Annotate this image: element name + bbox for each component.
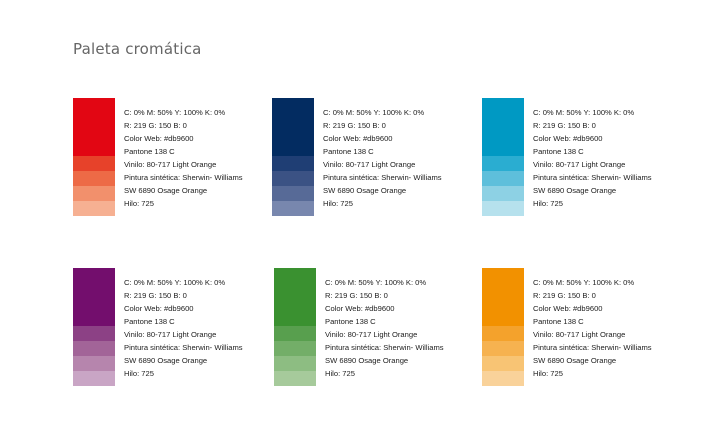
sw-spec: SW 6890 Osage Orange — [533, 356, 617, 365]
tint-block — [482, 356, 524, 371]
sw-spec: SW 6890 Osage Orange — [323, 186, 407, 195]
vinilo-spec: Vinilo: 80-717 Light Orange — [124, 330, 217, 339]
web-color-spec: Color Web: #db9600 — [533, 134, 603, 143]
vinilo-spec: Vinilo: 80-717 Light Orange — [533, 160, 626, 169]
color-card-orange — [482, 268, 702, 398]
sw-spec: SW 6890 Osage Orange — [533, 186, 617, 195]
color-specs — [124, 276, 243, 380]
tint-block — [73, 171, 115, 186]
tint-block — [274, 341, 316, 356]
main-color-block — [482, 98, 524, 156]
main-color-block — [73, 98, 115, 156]
cmyk-spec: C: 0% M: 50% Y: 100% K: 0% — [533, 108, 635, 117]
tint-block — [73, 201, 115, 216]
tint-block — [482, 326, 524, 341]
pintura-spec: Pintura sintética: Sherwin- Williams — [533, 343, 652, 352]
vinilo-spec: Vinilo: 80-717 Light Orange — [533, 330, 626, 339]
color-swatch — [272, 98, 314, 216]
hilo-spec: Hilo: 725 — [124, 199, 154, 208]
hilo-spec: Hilo: 725 — [533, 369, 563, 378]
cmyk-spec: C: 0% M: 50% Y: 100% K: 0% — [323, 108, 425, 117]
tint-block — [272, 171, 314, 186]
pantone-spec: Pantone 138 C — [325, 317, 376, 326]
tint-block — [272, 201, 314, 216]
tint-block — [73, 356, 115, 371]
rgb-spec: R: 219 G: 150 B: 0 — [124, 121, 187, 130]
tint-block — [272, 156, 314, 171]
rgb-spec: R: 219 G: 150 B: 0 — [533, 121, 596, 130]
hilo-spec: Hilo: 725 — [323, 199, 353, 208]
color-specs — [533, 106, 652, 210]
color-card-green — [274, 268, 494, 398]
pintura-spec: Pintura sintética: Sherwin- Williams — [323, 173, 442, 182]
cmyk-spec: C: 0% M: 50% Y: 100% K: 0% — [124, 278, 226, 287]
color-swatch — [482, 268, 524, 386]
pantone-spec: Pantone 138 C — [533, 317, 584, 326]
color-specs — [533, 276, 652, 380]
color-card-purple — [73, 268, 293, 398]
sw-spec: SW 6890 Osage Orange — [124, 186, 208, 195]
hilo-spec: Hilo: 725 — [533, 199, 563, 208]
tint-block — [73, 326, 115, 341]
color-specs — [325, 276, 444, 380]
tint-block — [482, 341, 524, 356]
main-color-block — [272, 98, 314, 156]
web-color-spec: Color Web: #db9600 — [124, 134, 194, 143]
rgb-spec: R: 219 G: 150 B: 0 — [533, 291, 596, 300]
pantone-spec: Pantone 138 C — [533, 147, 584, 156]
color-swatch — [274, 268, 316, 386]
tint-block — [274, 356, 316, 371]
cmyk-spec: C: 0% M: 50% Y: 100% K: 0% — [533, 278, 635, 287]
tint-block — [73, 371, 115, 386]
web-color-spec: Color Web: #db9600 — [323, 134, 393, 143]
web-color-spec: Color Web: #db9600 — [533, 304, 603, 313]
pintura-spec: Pintura sintética: Sherwin- Williams — [124, 343, 243, 352]
color-swatch — [73, 268, 115, 386]
pantone-spec: Pantone 138 C — [124, 147, 175, 156]
tint-block — [482, 371, 524, 386]
color-card-navy — [272, 98, 492, 228]
tint-block — [482, 201, 524, 216]
color-card-cyan — [482, 98, 702, 228]
pintura-spec: Pintura sintética: Sherwin- Williams — [533, 173, 652, 182]
tint-block — [272, 186, 314, 201]
cmyk-spec: C: 0% M: 50% Y: 100% K: 0% — [325, 278, 427, 287]
pintura-spec: Pintura sintética: Sherwin- Williams — [124, 173, 243, 182]
hilo-spec: Hilo: 725 — [325, 369, 355, 378]
main-color-block — [274, 268, 316, 326]
pintura-spec: Pintura sintética: Sherwin- Williams — [325, 343, 444, 352]
tint-block — [274, 326, 316, 341]
vinilo-spec: Vinilo: 80-717 Light Orange — [325, 330, 418, 339]
main-color-block — [73, 268, 115, 326]
web-color-spec: Color Web: #db9600 — [124, 304, 194, 313]
pantone-spec: Pantone 138 C — [323, 147, 374, 156]
sw-spec: SW 6890 Osage Orange — [325, 356, 409, 365]
tint-block — [73, 341, 115, 356]
color-card-red — [73, 98, 293, 228]
rgb-spec: R: 219 G: 150 B: 0 — [323, 121, 386, 130]
tint-block — [482, 186, 524, 201]
tint-block — [73, 156, 115, 171]
hilo-spec: Hilo: 725 — [124, 369, 154, 378]
page-title: Paleta cromática — [73, 40, 202, 58]
color-swatch — [73, 98, 115, 216]
vinilo-spec: Vinilo: 80-717 Light Orange — [124, 160, 217, 169]
rgb-spec: R: 219 G: 150 B: 0 — [124, 291, 187, 300]
sw-spec: SW 6890 Osage Orange — [124, 356, 208, 365]
cmyk-spec: C: 0% M: 50% Y: 100% K: 0% — [124, 108, 226, 117]
tint-block — [274, 371, 316, 386]
vinilo-spec: Vinilo: 80-717 Light Orange — [323, 160, 416, 169]
pantone-spec: Pantone 138 C — [124, 317, 175, 326]
rgb-spec: R: 219 G: 150 B: 0 — [325, 291, 388, 300]
tint-block — [482, 156, 524, 171]
main-color-block — [482, 268, 524, 326]
color-specs — [124, 106, 243, 210]
tint-block — [482, 171, 524, 186]
color-specs — [323, 106, 442, 210]
tint-block — [73, 186, 115, 201]
color-swatch — [482, 98, 524, 216]
web-color-spec: Color Web: #db9600 — [325, 304, 395, 313]
